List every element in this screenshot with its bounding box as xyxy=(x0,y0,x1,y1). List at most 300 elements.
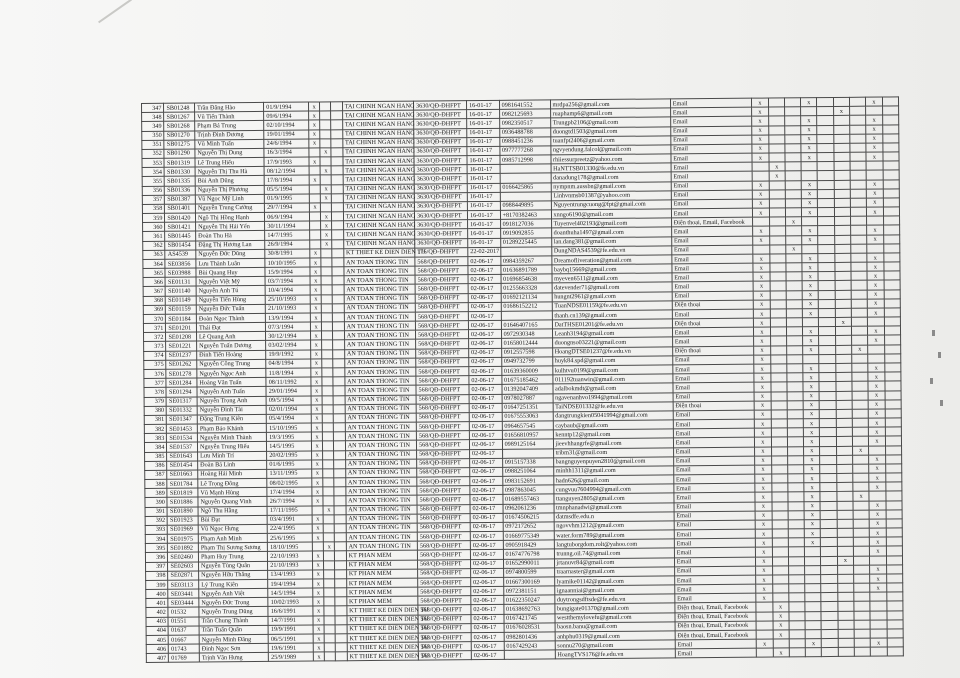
decision-number-cell: 3630/QĐ-ĐHFPT xyxy=(414,174,467,184)
mark-6-cell xyxy=(837,483,853,492)
mark-1-cell: x xyxy=(755,520,771,529)
row-index-cell: 348 xyxy=(142,112,164,121)
contact-channel-cell: Email xyxy=(671,245,753,255)
row-index-cell: 390 xyxy=(145,498,167,507)
mark-3-cell xyxy=(787,428,803,437)
mark-8-cell: x xyxy=(866,143,882,152)
mark-2-cell xyxy=(771,391,787,400)
decision-number-cell: 568/QĐ-ĐHFPT xyxy=(416,367,469,377)
phone-cell: 01692121134 xyxy=(501,293,552,303)
mark-4-cell: x xyxy=(804,437,820,446)
mark-3-cell xyxy=(788,492,804,501)
mark-9-cell xyxy=(882,124,898,133)
student-id-cell: SE01278 xyxy=(166,369,197,378)
decision-number-cell: 568/QĐ-ĐHFPT xyxy=(417,513,470,523)
mark-6-cell xyxy=(834,162,850,171)
decision-date-cell: 02-06-17 xyxy=(470,513,503,522)
mark-9-cell xyxy=(884,262,900,271)
mark-6-cell xyxy=(834,152,850,161)
student-id-cell: SB01290 xyxy=(164,149,195,158)
male-mark-cell: x xyxy=(310,322,321,331)
email-cell: adalbokmdt@gmail.com xyxy=(552,383,672,393)
mark-3-cell xyxy=(788,529,804,538)
mark-2-cell xyxy=(768,125,784,134)
mark-3-cell xyxy=(785,199,801,208)
decision-number-cell: 568/QĐ-ĐHFPT xyxy=(416,431,469,441)
major-cell: AN TOAN THONG TIN xyxy=(344,349,415,359)
blank-mark-cell xyxy=(335,569,346,578)
female-mark-cell xyxy=(322,313,333,322)
mark-2-cell xyxy=(770,318,786,327)
female-mark-cell xyxy=(323,450,334,459)
student-name-cell: Lý Trung Kiên xyxy=(199,579,268,589)
decision-date-cell: 02-06-17 xyxy=(469,366,502,375)
date-of-birth-cell: 16/3/1994 xyxy=(264,148,309,158)
decision-date-cell: 02-06-17 xyxy=(468,256,501,265)
email-cell: ngvyendung.falcol@gmail.com xyxy=(550,145,670,155)
male-mark-cell xyxy=(312,542,323,551)
student-name-cell: Bùi Anh Dũng xyxy=(195,176,264,186)
phone-cell: 0985712998 xyxy=(500,155,551,165)
mark-2-cell xyxy=(772,501,788,510)
date-of-birth-cell: 13/9/1994 xyxy=(266,313,311,323)
row-index-cell: 363 xyxy=(143,250,165,259)
blank-mark-cell xyxy=(336,634,347,643)
male-mark-cell xyxy=(312,505,323,514)
email-cell: ttanguyen2805@gmail.com xyxy=(553,493,673,503)
date-of-birth-cell: 17/8/1994 xyxy=(264,175,309,185)
contact-channel-cell: Điện thoại, Email, Facebook xyxy=(671,217,753,227)
mark-8-cell: x xyxy=(870,546,886,555)
email-cell: Nguyentrungcuong@fpt@gmail.com xyxy=(551,200,671,210)
phone-cell: 01636891789 xyxy=(500,265,551,275)
decision-date-cell: 02-06-17 xyxy=(470,531,503,540)
mark-9-cell xyxy=(884,299,900,308)
major-cell: AN TOAN THONG TIN xyxy=(344,285,415,295)
female-mark-cell: x xyxy=(320,184,331,193)
mark-7-cell xyxy=(851,317,867,326)
major-cell: AN TOAN THONG TIN xyxy=(345,376,416,386)
decision-number-cell: 568/QĐ-ĐHFPT xyxy=(418,633,471,643)
mark-5-cell xyxy=(820,510,836,519)
mark-5-cell xyxy=(819,299,835,308)
major-cell: AN TOAN THONG TIN xyxy=(345,459,416,469)
male-mark-cell: x xyxy=(311,432,322,441)
mark-3-cell xyxy=(788,565,804,574)
mark-8-cell xyxy=(869,491,885,500)
date-of-birth-cell: 26/9/1994 xyxy=(265,240,310,250)
mark-1-cell: x xyxy=(753,272,769,281)
major-cell: AN TOAN THONG TIN xyxy=(344,294,415,304)
email-cell: HoangDTSE01237@fe.edu.vn xyxy=(552,347,672,357)
date-of-birth-cell: 08/02/1995 xyxy=(267,478,312,488)
decision-number-cell: 3630/QĐ-ĐHFPT xyxy=(415,229,468,239)
blank-mark-cell xyxy=(332,175,343,184)
mark-7-cell xyxy=(851,226,867,235)
male-mark-cell: x xyxy=(310,258,321,267)
mark-6-cell xyxy=(836,437,852,446)
date-of-birth-cell: 25/6/1995 xyxy=(268,533,313,543)
mark-8-cell xyxy=(870,611,886,620)
mark-8-cell: x xyxy=(867,198,883,207)
mark-7-cell xyxy=(854,629,870,638)
row-index-cell: 407 xyxy=(146,654,168,663)
mark-1-cell: x xyxy=(754,382,770,391)
phone-cell: 01696854638 xyxy=(501,274,552,284)
mark-5-cell xyxy=(819,327,835,336)
male-mark-cell xyxy=(310,240,321,249)
mark-7-cell xyxy=(851,326,867,335)
mark-2-cell xyxy=(772,529,788,538)
contact-channel-cell: Email xyxy=(674,511,756,521)
decision-number-cell: 568/QĐ-ĐHFPT xyxy=(417,559,470,569)
student-id-cell: 01743 xyxy=(169,644,200,653)
mark-7-cell xyxy=(851,290,867,299)
major-cell: KT THIET KE DIEN DIEN TU xyxy=(347,624,418,634)
decision-number-cell: 3630/QĐ-ĐHFPT xyxy=(414,211,467,221)
decision-number-cell: 3630/QĐ-ĐHFPT xyxy=(415,238,468,248)
student-name-cell: Nguyễn Hữu Thắng xyxy=(199,570,268,580)
major-cell: TAI CHINH NGAN HANG xyxy=(343,165,414,175)
major-cell: AN TOAN THONG TIN xyxy=(344,340,415,350)
decision-number-cell: 568/QĐ-ĐHFPT xyxy=(416,357,469,367)
female-mark-cell xyxy=(321,294,332,303)
blank-mark-cell xyxy=(333,285,344,294)
mark-3-cell xyxy=(789,630,805,639)
date-of-birth-cell: 14/7/1995 xyxy=(265,230,310,240)
student-contact-table xyxy=(141,96,904,663)
mark-7-cell xyxy=(852,381,868,390)
decision-date-cell: 02-06-17 xyxy=(469,412,502,421)
mark-9-cell xyxy=(885,400,901,409)
date-of-birth-cell: 06/5/1991 xyxy=(268,634,313,644)
mark-4-cell: x xyxy=(801,116,817,125)
mark-8-cell: x xyxy=(868,308,884,317)
decision-number-cell: 568/QĐ-ĐHFPT xyxy=(418,596,471,606)
mark-3-cell xyxy=(788,474,804,483)
mark-9-cell xyxy=(887,620,903,629)
decision-number-cell: 568/QĐ-ĐHFPT xyxy=(415,293,468,303)
student-name-cell: Nguyễn Đình Tài xyxy=(197,405,266,415)
female-mark-cell xyxy=(320,139,331,148)
student-id-cell: SE01643 xyxy=(167,452,198,461)
mark-6-cell xyxy=(838,602,854,611)
female-mark-cell xyxy=(322,377,333,386)
email-cell: tuanfpt2406@gmail.com xyxy=(550,136,670,146)
student-name-cell: Nguyễn Trung Hiếu xyxy=(197,442,266,452)
decision-date-cell: 02-06-17 xyxy=(469,394,502,403)
row-index-cell: 369 xyxy=(143,305,165,314)
mark-4-cell: x xyxy=(804,483,820,492)
mark-9-cell xyxy=(885,445,901,454)
contact-channel-cell: Điện thoại xyxy=(672,300,754,310)
email-cell: HoangTVS176@fe.edu.vn xyxy=(555,649,675,659)
mark-9-cell xyxy=(883,225,899,234)
decision-date-cell: 02-06-17 xyxy=(471,651,504,660)
mark-5-cell xyxy=(822,648,838,657)
male-mark-cell: x xyxy=(313,597,324,606)
major-cell: KT THIET KE DIEN DIEN TU xyxy=(347,651,418,661)
row-index-cell: 375 xyxy=(144,360,166,369)
mark-5-cell xyxy=(818,244,834,253)
mark-8-cell: x xyxy=(869,464,885,473)
female-mark-cell xyxy=(325,652,336,661)
male-mark-cell xyxy=(310,212,321,221)
email-cell: thanh.cn139@gmail.com xyxy=(552,310,672,320)
mark-1-cell xyxy=(757,648,773,657)
decision-number-cell: 568/QĐ-ĐHFPT xyxy=(418,651,471,661)
decision-date-cell: 02-06-17 xyxy=(468,330,501,339)
blank-mark-cell xyxy=(334,478,345,487)
phone-cell: 0977777268 xyxy=(499,146,550,156)
major-cell: AN TOAN THONG TIN xyxy=(345,468,416,478)
mark-7-cell xyxy=(851,235,867,244)
decision-number-cell: 568/QĐ-ĐHFPT xyxy=(418,642,471,652)
mark-7-cell xyxy=(853,464,869,473)
email-cell: Tuyenvel402193@gmail.com xyxy=(551,218,671,228)
decision-number-cell: 3630/QĐ-ĐHFPT xyxy=(413,101,466,111)
male-mark-cell: x xyxy=(312,496,323,505)
phone-cell: 01669775349 xyxy=(503,531,554,541)
decision-date-cell: 16-01-17 xyxy=(467,128,500,137)
mark-5-cell xyxy=(817,162,833,171)
female-mark-cell: x xyxy=(320,148,331,157)
mark-2-cell xyxy=(770,309,786,318)
major-cell: AN TOAN THONG TIN xyxy=(345,422,416,432)
date-of-birth-cell: 17/4/1994 xyxy=(267,487,312,497)
major-cell: AN TOAN THONG TIN xyxy=(346,541,417,551)
mark-5-cell xyxy=(821,529,837,538)
date-of-birth-cell: 02/10/1994 xyxy=(264,120,309,130)
mark-4-cell: x xyxy=(801,143,817,152)
row-index-cell: 398 xyxy=(146,571,168,580)
mark-5-cell xyxy=(818,189,834,198)
mark-4-cell xyxy=(805,565,821,574)
mark-7-cell xyxy=(853,482,869,491)
mark-9-cell xyxy=(884,363,900,372)
mark-8-cell xyxy=(866,161,882,170)
mark-8-cell xyxy=(867,244,883,253)
mark-4-cell: x xyxy=(802,272,818,281)
blank-mark-cell xyxy=(332,248,343,257)
decision-date-cell: 02-06-17 xyxy=(468,302,501,311)
mark-3-cell xyxy=(786,318,802,327)
female-mark-cell xyxy=(324,634,335,643)
mark-7-cell xyxy=(852,391,868,400)
mark-3-cell xyxy=(787,355,803,364)
email-cell: hadn626@gmail.com xyxy=(553,475,673,485)
female-mark-cell xyxy=(322,349,333,358)
mark-3-cell xyxy=(785,144,801,153)
female-mark-cell xyxy=(324,588,335,597)
mark-3-cell xyxy=(788,575,804,584)
student-id-cell: SE01784 xyxy=(167,479,198,488)
contact-channel-cell: Email xyxy=(673,447,755,457)
phone-cell: 01652990011 xyxy=(503,559,554,569)
email-cell: sonnu270@gmail.com xyxy=(555,640,675,650)
phone-cell: 0972172652 xyxy=(503,522,554,532)
email-cell: HaNTTSB01330@fe.edu.vn xyxy=(551,163,671,173)
date-of-birth-cell: 01/9/1995 xyxy=(265,194,310,204)
mark-2-cell xyxy=(769,226,785,235)
mark-7-cell xyxy=(854,602,870,611)
mark-7-cell xyxy=(851,281,867,290)
mark-8-cell xyxy=(866,170,882,179)
major-cell: TAI CHINH NGAN HANG xyxy=(343,202,414,212)
female-mark-cell xyxy=(320,120,331,129)
email-cell: duongtd1503@gmail.com xyxy=(550,126,670,136)
mark-9-cell xyxy=(884,335,900,344)
male-mark-cell: x xyxy=(312,441,323,450)
mark-4-cell: x xyxy=(802,309,818,318)
mark-5-cell xyxy=(821,547,837,556)
male-mark-cell: x xyxy=(312,478,323,487)
contact-channel-cell: Email xyxy=(674,538,756,548)
date-of-birth-cell: 14/7/1991 xyxy=(268,616,313,626)
mark-7-cell: x xyxy=(853,446,869,455)
email-cell: Trungpb2106@gmail.com xyxy=(550,117,670,127)
contact-channel-cell: Email xyxy=(670,117,752,127)
mark-4-cell xyxy=(805,593,821,602)
mark-4-cell: x xyxy=(802,235,818,244)
mark-3-cell xyxy=(786,345,802,354)
decision-number-cell: 3630/QĐ-ĐHFPT xyxy=(414,119,467,129)
mark-6-cell xyxy=(838,629,854,638)
email-cell: rhiiessurpreetz@yahoo.com xyxy=(550,154,670,164)
mark-2-cell: x xyxy=(773,630,789,639)
mark-7-cell xyxy=(852,418,868,427)
mark-2-cell xyxy=(772,520,788,529)
student-name-cell: Vũ Mạnh Hùng xyxy=(198,488,267,498)
male-mark-cell: x xyxy=(313,652,324,661)
mark-3-cell xyxy=(789,584,805,593)
mark-6-cell xyxy=(836,363,852,372)
major-cell: KT THIET KE DIEN DIEN TU xyxy=(347,642,418,652)
date-of-birth-cell: 22/4/1995 xyxy=(267,524,312,534)
male-mark-cell: x xyxy=(309,139,320,148)
major-cell: KT PHAN MEM xyxy=(346,578,417,588)
mark-7-cell xyxy=(849,97,865,106)
email-cell: bangnguyenpuyen2810@gmail.com xyxy=(553,457,673,467)
mark-5-cell xyxy=(820,446,836,455)
mark-1-cell: x xyxy=(756,538,772,547)
mark-3-cell xyxy=(789,648,805,657)
female-mark-cell: x xyxy=(321,239,332,248)
mark-7-cell xyxy=(852,363,868,372)
female-mark-cell xyxy=(321,249,332,258)
row-index-cell: 404 xyxy=(146,626,168,635)
major-cell: AN TOAN THONG TIN xyxy=(346,514,417,524)
student-id-cell: SE03444 xyxy=(168,598,199,607)
mark-4-cell xyxy=(805,620,821,629)
decision-date-cell: 02-06-17 xyxy=(471,623,504,632)
phone-cell xyxy=(502,448,553,458)
mark-1-cell: x xyxy=(754,309,770,318)
mark-7-cell xyxy=(850,143,866,152)
decision-number-cell: 568/QĐ-ĐHFPT xyxy=(416,339,469,349)
major-cell: KT PHAN MEM xyxy=(346,587,417,597)
mark-1-cell: x xyxy=(755,492,771,501)
major-cell: AN TOAN THONG TIN xyxy=(345,395,416,405)
mark-1-cell: x xyxy=(755,529,771,538)
mark-3-cell xyxy=(788,556,804,565)
decision-number-cell: 568/QĐ-ĐHFPT xyxy=(417,541,470,551)
mark-3-cell xyxy=(786,272,802,281)
email-cell: baosn.banu@gmail.com xyxy=(555,622,675,632)
row-index-cell: 357 xyxy=(142,195,164,204)
decision-number-cell: 568/QĐ-ĐHFPT xyxy=(416,422,469,432)
mark-9-cell xyxy=(887,610,903,619)
phone-cell xyxy=(500,164,551,174)
mark-4-cell xyxy=(801,162,817,171)
mark-3-cell xyxy=(789,639,805,648)
mark-1-cell: x xyxy=(753,236,769,245)
decision-date-cell: 16-01-17 xyxy=(467,183,500,192)
row-index-cell: 353 xyxy=(142,158,164,167)
blank-mark-cell xyxy=(335,579,346,588)
student-id-cell: SE01663 xyxy=(167,470,198,479)
phone-cell: 01675185462 xyxy=(501,375,552,385)
phone-cell: 0982125693 xyxy=(499,109,550,119)
decision-number-cell: 3630/QĐ-ĐHFPT xyxy=(414,156,467,166)
mark-2-cell: x xyxy=(773,648,789,657)
mark-7-cell xyxy=(850,152,866,161)
mark-4-cell: x xyxy=(802,290,818,299)
decision-date-cell: 02-06-17 xyxy=(469,431,502,440)
mark-6-cell xyxy=(835,345,851,354)
mark-2-cell xyxy=(768,107,784,116)
mark-4-cell: x xyxy=(801,153,817,162)
decision-date-cell: 02-06-17 xyxy=(470,522,503,531)
blank-mark-cell xyxy=(332,221,343,230)
major-cell: TAI CHINH NGAN HANG xyxy=(343,156,414,166)
female-mark-cell xyxy=(324,560,335,569)
student-name-cell: Vũ Minh Tuấn xyxy=(195,139,264,149)
mark-7-cell xyxy=(854,611,870,620)
mark-2-cell xyxy=(772,584,788,593)
decision-number-cell: 568/QĐ-ĐHFPT xyxy=(415,284,468,294)
phone-cell: 0981641552 xyxy=(499,100,550,110)
student-id-cell: 01551 xyxy=(168,617,199,626)
student-id-cell: SE01262 xyxy=(166,360,197,369)
mark-7-cell xyxy=(850,198,866,207)
blank-mark-cell xyxy=(332,212,343,221)
email-cell: datevender71@gmail.com xyxy=(552,282,672,292)
blank-mark-cell xyxy=(334,459,345,468)
contact-channel-cell: Điện thoại, Email, Facebook xyxy=(675,621,757,631)
row-index-cell: 395 xyxy=(145,544,167,553)
mark-7-cell xyxy=(854,574,870,583)
male-mark-cell: x xyxy=(310,313,321,322)
mark-7-cell xyxy=(853,556,869,565)
decision-number-cell: 568/QĐ-ĐHFPT xyxy=(417,532,470,542)
male-mark-cell: x xyxy=(310,295,321,304)
mark-9-cell xyxy=(886,510,902,519)
student-name-cell: Hoàng Văn Tuấn xyxy=(197,378,266,388)
date-of-birth-cell: 19/9/1992 xyxy=(266,350,311,360)
mark-3-cell xyxy=(785,171,801,180)
mark-8-cell: x xyxy=(868,381,884,390)
email-cell: 011192tuanwin@gmail.com xyxy=(552,374,672,384)
email-cell: water.form789@gmail.com xyxy=(554,530,674,540)
mark-3-cell xyxy=(788,547,804,556)
email-cell: myeven6511@gmail.com xyxy=(552,273,672,283)
date-of-birth-cell: 15/10/1995 xyxy=(267,423,312,433)
mark-4-cell: x xyxy=(802,254,818,263)
major-cell: KT PHAN MEM xyxy=(346,569,417,579)
contact-channel-cell: Email xyxy=(673,456,755,466)
phone-cell: 0167421745 xyxy=(504,614,555,624)
